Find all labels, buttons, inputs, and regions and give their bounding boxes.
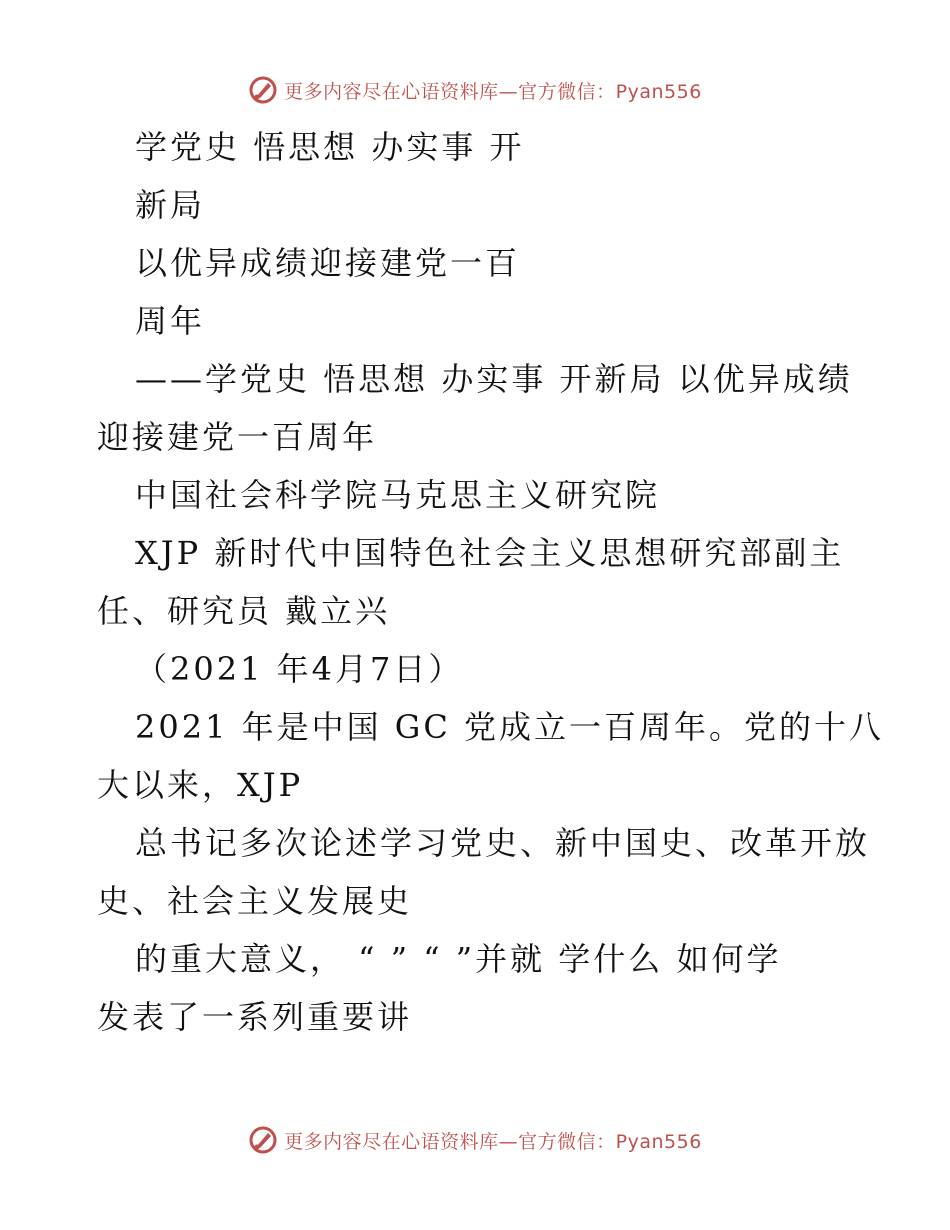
brush-logo-icon <box>248 1125 278 1155</box>
text-line: 任、研究员 戴立兴 <box>97 592 391 630</box>
text-line: ——学党史 悟思想 办实事 开新局 以优异成绩 <box>135 360 853 398</box>
text-line: 2021 年是中国 GC 党成立一百周年。党的十八 <box>135 708 885 746</box>
footer-watermark-banner <box>0 1120 950 1160</box>
text-line: 大以来，XJP <box>97 766 304 804</box>
text-line: 迎接建党一百周年 <box>97 418 378 456</box>
banner-account: Pyan556 <box>615 1130 702 1153</box>
header-watermark-banner <box>0 70 950 110</box>
text-line: XJP 新时代中国特色社会主义思想研究部副主 <box>135 534 845 572</box>
banner-account: Pyan556 <box>615 80 702 103</box>
banner-text: 更多内容尽在心语资料库—官方微信：Pyan556 <box>284 80 702 103</box>
text-line: 以优异成绩迎接建党一百 <box>135 244 521 282</box>
date-line: （2021 年4月7日） <box>135 650 464 688</box>
text-line: 周年 <box>135 302 206 340</box>
text-line: 新局 <box>135 186 206 224</box>
brush-logo-icon <box>248 75 278 105</box>
text-line: 的重大意义， “ ” “ ”并就 学什么 如何学 <box>135 940 782 978</box>
text-line: 史、社会主义发展史 <box>97 882 413 920</box>
banner-text: 更多内容尽在心语资料库—官方微信：Pyan556 <box>284 1130 702 1153</box>
text-line: 中国社会科学院马克思主义研究院 <box>135 476 661 514</box>
document-body <box>97 118 885 1046</box>
text-line: 学党史 悟思想 办实事 开 <box>135 128 525 166</box>
text-line: 发表了一系列重要讲 <box>97 998 413 1036</box>
text-line: 总书记多次论述学习党史、新中国史、改革开放 <box>135 824 871 862</box>
